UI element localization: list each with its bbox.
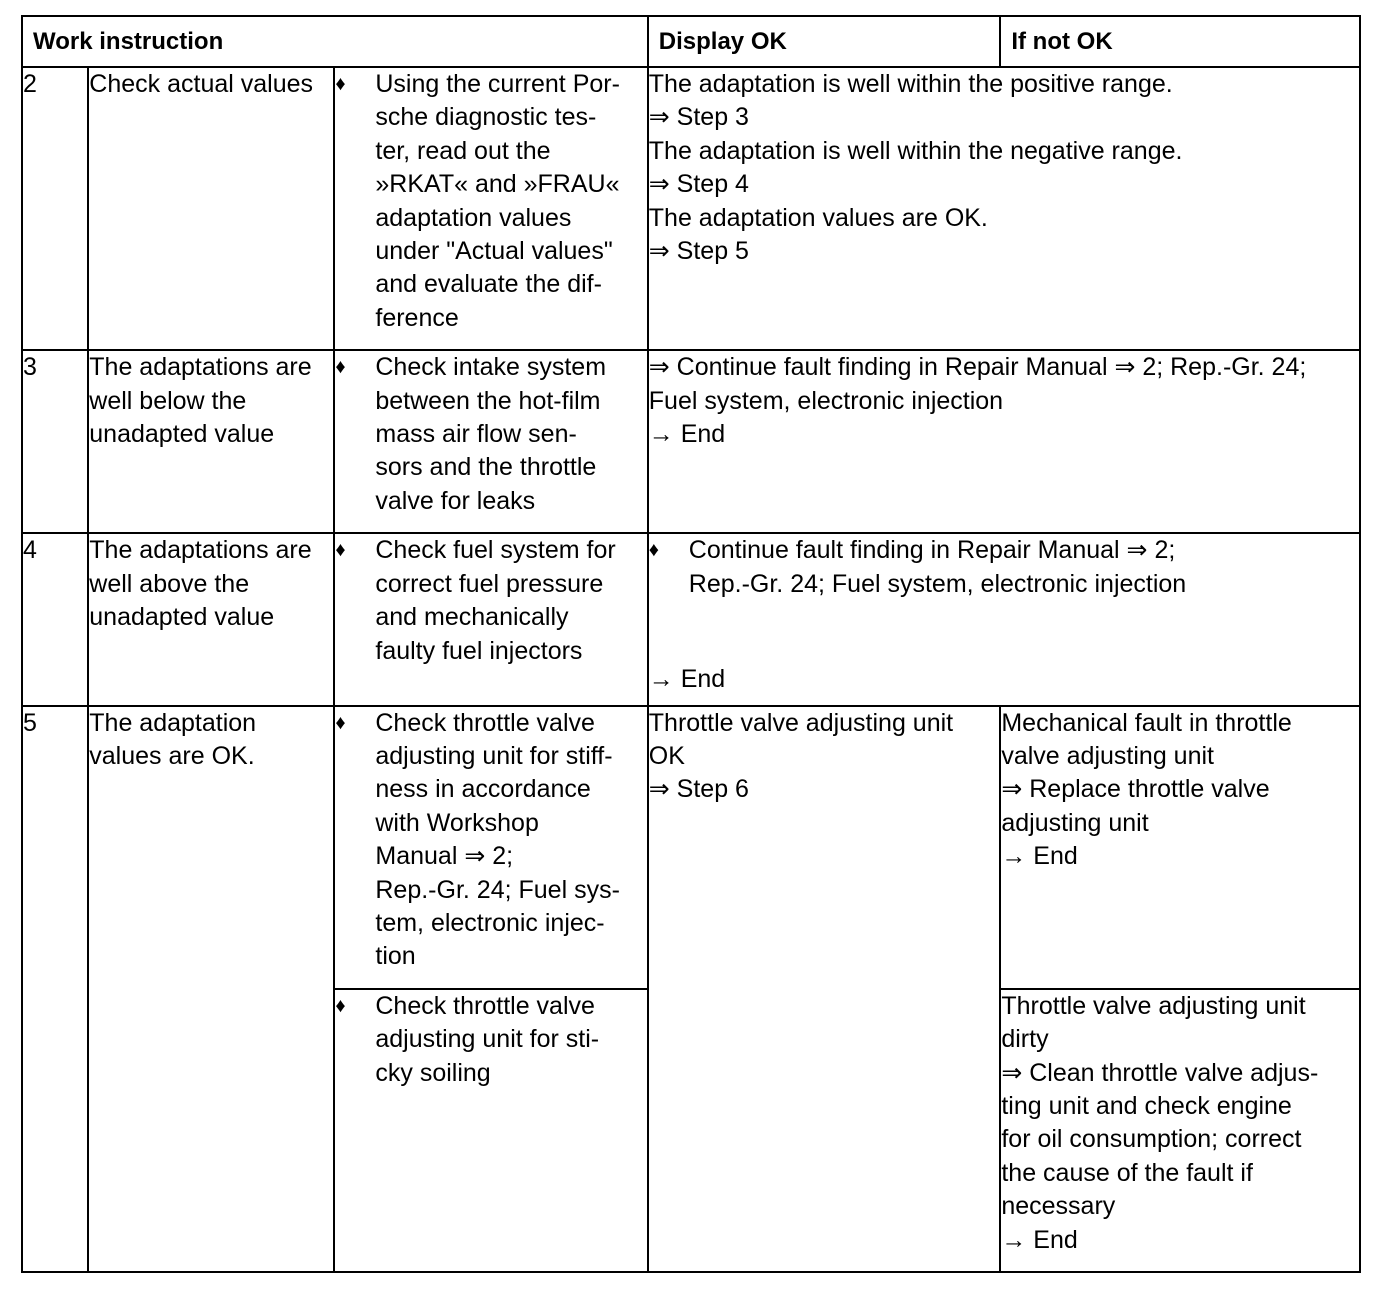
step-number: 4 (22, 533, 88, 705)
display-ok-cell: The adaptation is well within the positive range. ⇒ Step 3 The adaptation is well within the negative range. ⇒ Step 4 The adaptation values are OK. ⇒ Step 5 (648, 67, 1360, 350)
table-row-step-5 (22, 706, 1360, 989)
bullet-item (335, 990, 646, 1090)
instruction-text: Using the current Por- sche diagnostic tes- ter, read out the »RKAT« and »FRAU« adaptation values under "Actual values" and evaluate the dif- ference (375, 70, 620, 332)
display-ok-content (649, 534, 1359, 704)
instruction-text: Check fuel system for correct fuel pressure and mechanically faulty fuel injectors (375, 536, 616, 665)
display-text: Continue fault finding in Repair Manual ⇒ 2; Rep.-Gr. 24; Fuel system, electronic injection (688, 536, 1187, 598)
table-row-step-3 (22, 350, 1360, 533)
header-row (22, 16, 1360, 67)
step-description: The adaptations are well below the unadapted value (88, 350, 334, 533)
display-ok-cell: ⇒ Continue fault finding in Repair Manual ⇒ 2; Rep.-Gr. 24; Fuel system, electronic injection → End (648, 350, 1360, 533)
instruction-cell (334, 533, 647, 705)
bullet-icon: ♦ (648, 539, 659, 562)
display-ok-cell (648, 533, 1360, 705)
step-description: The adaptation values are OK. (88, 706, 334, 1272)
instruction-text: Check throttle valve adjusting unit for sti- cky soiling (375, 991, 600, 1087)
step-description: Check actual values (88, 67, 334, 350)
step-number: 2 (22, 67, 88, 350)
work-instruction-table (21, 15, 1361, 1273)
bullet-item (649, 534, 1359, 601)
header-if-not-ok: If not OK (1000, 16, 1360, 67)
table-row-step-2 (22, 67, 1360, 350)
header-work-instruction: Work instruction (22, 16, 648, 67)
instruction-cell (334, 989, 647, 1272)
step-number: 3 (22, 350, 88, 533)
instruction-cell (334, 350, 647, 533)
table-row-step-4 (22, 533, 1360, 705)
bullet-item (335, 707, 646, 974)
instruction-text: Check throttle valve adjusting unit for stiff- ness in accordance with Workshop Manual ⇒ 2; Rep.-Gr. 24; Fuel sys- tem, electronic injec- tion (375, 708, 620, 971)
bullet-item (335, 68, 646, 335)
if-not-ok-cell: Mechanical fault in throttle valve adjusting unit ⇒ Replace throttle valve adjusting unit → End (1000, 706, 1360, 989)
bullet-icon: ♦ (335, 73, 346, 96)
bullet-icon: ♦ (335, 994, 346, 1017)
bullet-icon: ♦ (335, 539, 346, 562)
instruction-text: Check intake system between the hot-film mass air flow sen- sors and the throttle valve for leaks (375, 353, 607, 515)
if-not-ok-cell: Throttle valve adjusting unit dirty ⇒ Clean throttle valve adjus- ting unit and check engine for oil consumption; correct the cause of the fault if necessary → End (1000, 989, 1360, 1272)
step-number: 5 (22, 706, 88, 1272)
header-display-ok: Display OK (648, 16, 1001, 67)
display-end: → End (648, 665, 726, 694)
bullet-item (335, 534, 646, 668)
instruction-cell (334, 67, 647, 350)
bullet-icon: ♦ (335, 356, 346, 379)
bullet-icon: ♦ (335, 711, 346, 734)
bullet-item (335, 351, 646, 518)
display-ok-cell: Throttle valve adjusting unit OK ⇒ Step 6 (648, 706, 1001, 1272)
instruction-cell (334, 706, 647, 989)
step-description: The adaptations are well above the unadapted value (88, 533, 334, 705)
